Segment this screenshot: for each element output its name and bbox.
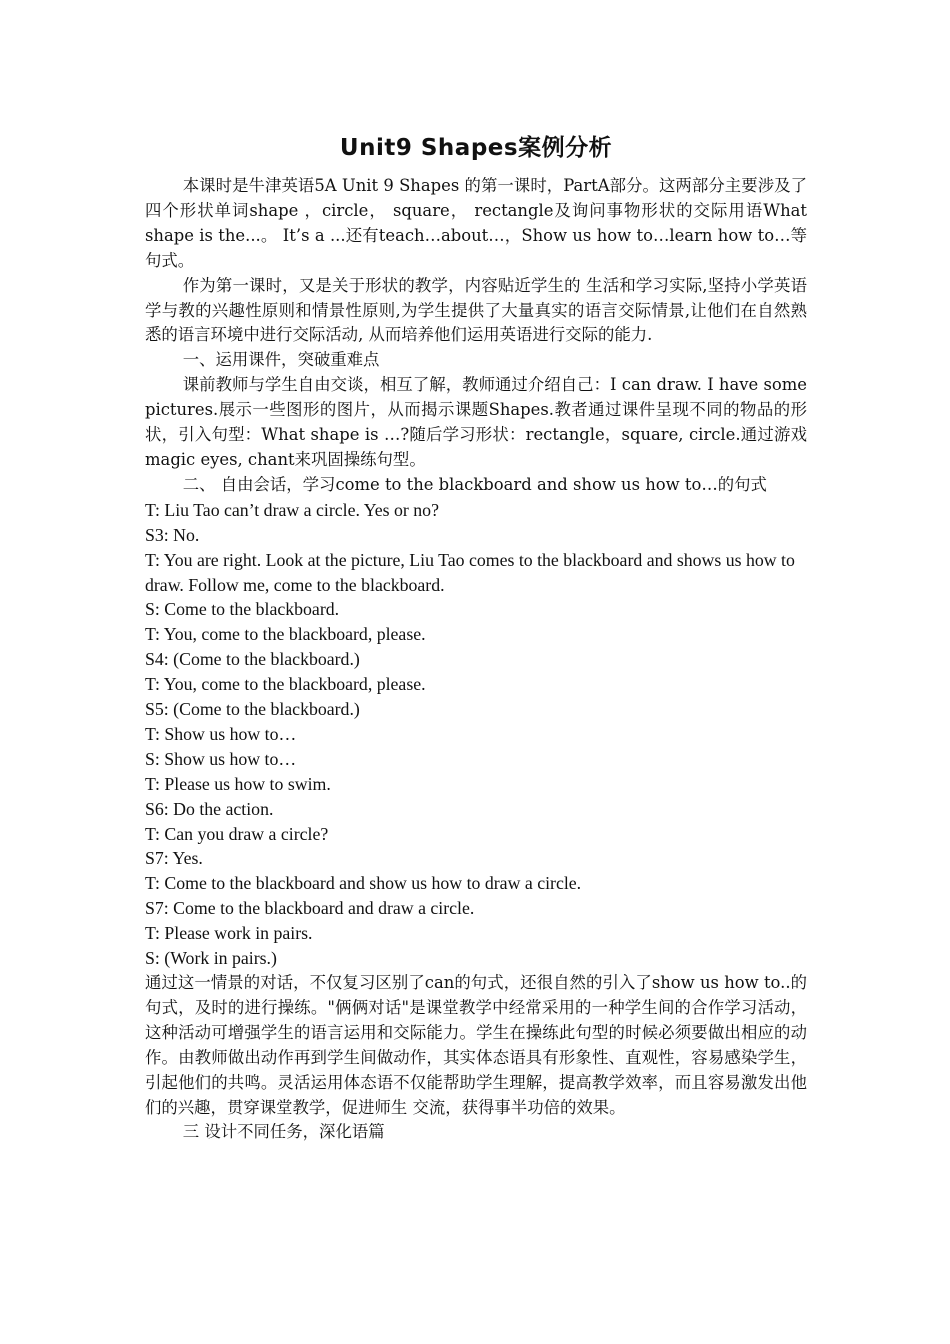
dialogue-line: S: Come to the blackboard. [145,599,340,620]
section-2-heading: 二、 自由会话，学习come to the blackboard and show us how to…的句式 [182,474,767,494]
dialogue-line: T: You, come to the blackboard, please. [145,624,426,645]
dialogue-line: S: (Work in pairs.) [145,948,277,969]
section-3-heading: 三 设计不同任务，深化语篇 [182,1122,385,1142]
document-title: Unit9 Shapes案例分析 [339,135,613,161]
dialogue [145,498,807,971]
dialogue-line: S7: Yes. [145,848,203,869]
dialogue-line: T: Liu Tao can’t draw a circle. Yes or no? [145,499,439,520]
dialogue-line: S4: (Come to the blackboard.) [145,649,360,670]
intro-paragraph-1: 本课时是牛津英语5A Unit 9 Shapes 的第一课时，PartA部分。这两部分主要涉及了四个形状单词shape ，circle， square， rectangle及询问事物形状的交际用语What shape is the...。 It’s a ...还有teach…about…，Show us how to…learn how to…等句式。 [145,176,807,270]
dialogue-line: S5: (Come to the blackboard.) [145,699,360,720]
analysis-paragraph: 通过这一情景的对话，不仅复习区别了can的句式，还很自然的引入了show us how to..的句式，及时的进行操练。"俩俩对话"是课堂教学中经常采用的一种学生间的合作学习活动，这种活动可增强学生的语言运用和交际能力。学生在操练此句型的时候必须要做出相应的动作。由教师做出动作再到学生间做动作，其实体态语具有形象性、直观性，容易感染学生，引起他们的共鸣。灵活运用体态语不仅能帮助学生理解，提高教学效率，而且容易激发出他们的兴趣，贯穿课堂教学，促进师生 交流，获得事半功倍的效果。 [145,973,807,1117]
document-page [145,128,807,1145]
dialogue-line: S7: Come to the blackboard and draw a circle. [145,898,475,919]
section-1-heading: 一、运用课件，突破重难点 [182,350,380,370]
section-1-body: 课前教师与学生自由交谈，相互了解，教师通过介绍自己：I can draw. I have some pictures.展示一些图形的图片，从而揭示课题Shapes.教者通过课件呈现不同的物品的形状，引入句型：What shape is …?随后学习形状：rectangle，square, circle.通过游戏magic eyes, chant来巩固操练句型。 [145,375,807,469]
dialogue-line: T: You are right. Look at the picture, Liu Tao comes to the blackboard and shows us how to draw. Follow me, come to the blackboard. [145,549,795,595]
dialogue-line: T: Can you draw a circle? [145,823,329,844]
dialogue-line: S6: Do the action. [145,798,274,819]
intro-paragraph-2: 作为第一课时，又是关于形状的教学，内容贴近学生的 生活和学习实际,坚持小学英语学与教的兴趣性原则和情景性原则,为学生提供了大量真实的语言交际情景,让他们在自然熟悉的语言环境中进行交际活动, 从而培养他们运用英语进行交际的能力. [145,275,807,345]
dialogue-line: S3: No. [145,524,200,545]
dialogue-line: T: Show us how to… [145,723,297,744]
dialogue-line: T: Come to the blackboard and show us how to draw a circle. [145,873,582,894]
dialogue-line: T: Please work in pairs. [145,923,313,944]
dialogue-line: T: You, come to the blackboard, please. [145,674,426,695]
dialogue-line: S: Show us how to… [145,748,297,769]
dialogue-line: T: Please us how to swim. [145,773,331,794]
